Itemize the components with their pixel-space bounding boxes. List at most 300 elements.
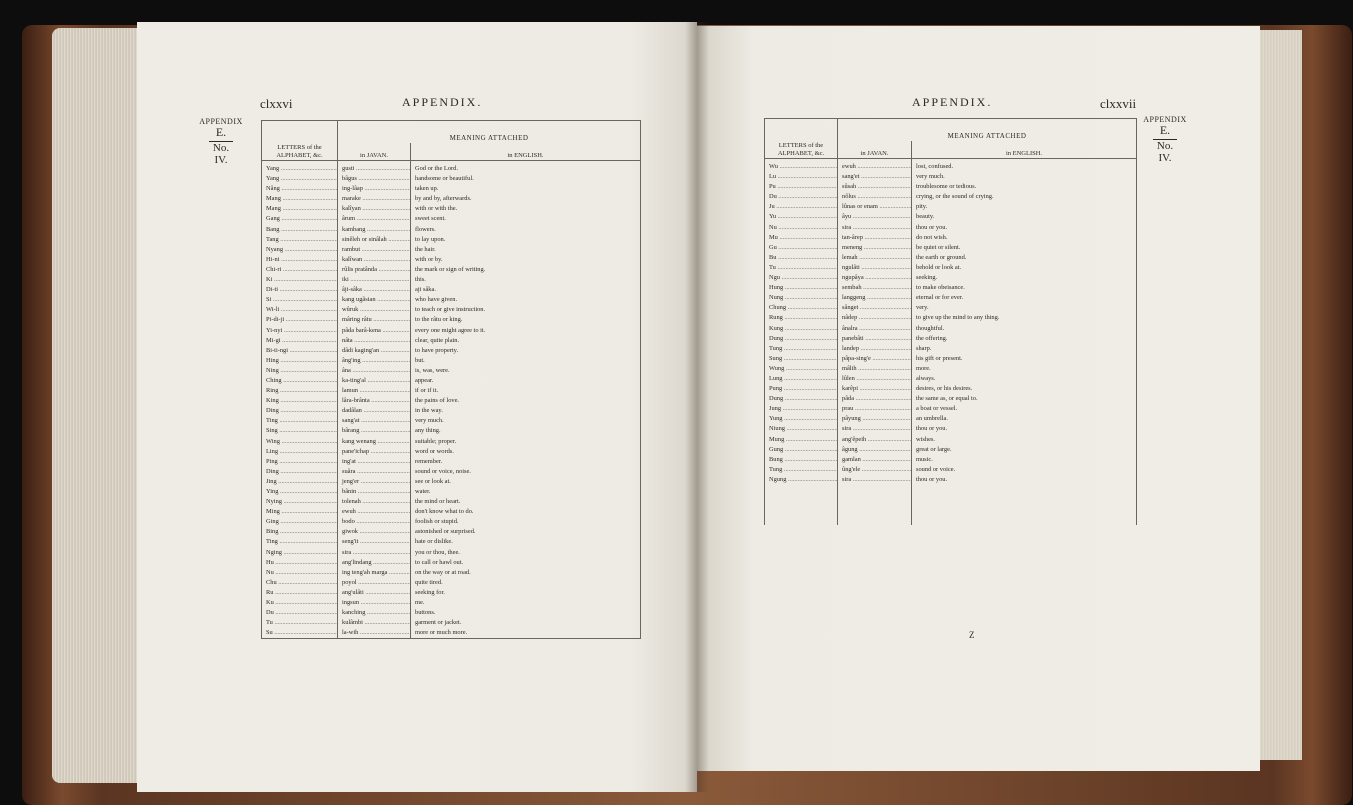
- english-cell: behold or look at.: [912, 263, 1137, 273]
- english-cell: see or look at.: [411, 477, 641, 487]
- english-cell: to give up the mind to any thing.: [912, 313, 1137, 323]
- table-row: [262, 578, 641, 588]
- english-cell: music.: [912, 455, 1137, 465]
- signature-mark: Z: [969, 630, 975, 640]
- javan-cell: pâyung .....: [838, 414, 912, 424]
- english-cell: thou or you.: [912, 223, 1137, 233]
- letter-cell: Hung .....: [765, 283, 838, 293]
- javan-cell: gamlan .....: [838, 455, 912, 465]
- javan-cell: kalîyan .....: [338, 204, 411, 214]
- english-cell: to call or hawl out.: [411, 558, 641, 568]
- table-filler-row: [765, 485, 1137, 525]
- letter-cell: Ming .....: [262, 507, 338, 517]
- table-row: [262, 568, 641, 578]
- javan-cell: lûlen .....: [838, 374, 912, 384]
- javan-cell: la-wih .....: [338, 628, 411, 639]
- margin-note-letter: E.: [1159, 123, 1171, 138]
- javan-cell: karêpi .....: [838, 384, 912, 394]
- english-cell: thou or you.: [912, 424, 1137, 434]
- letter-cell: Ping .....: [262, 457, 338, 467]
- letter-cell: Niung .....: [765, 424, 838, 434]
- table-row: [765, 159, 1137, 173]
- english-cell: the mark or sign of writing.: [411, 265, 641, 275]
- javan-cell: wûruk .....: [338, 305, 411, 315]
- english-header: in ENGLISH.: [411, 143, 641, 161]
- javan-cell: kalîwan .....: [338, 255, 411, 265]
- table-row: [262, 255, 641, 265]
- javan-cell: sang'et .....: [838, 172, 912, 182]
- javan-cell: ûng'ele .....: [838, 465, 912, 475]
- english-cell: pity.: [912, 202, 1137, 212]
- table-row: [262, 618, 641, 628]
- letter-cell: Du .....: [262, 608, 338, 618]
- javan-cell: meneng .....: [838, 243, 912, 253]
- letter-cell: Ning .....: [262, 366, 338, 376]
- letter-cell: Ting .....: [262, 537, 338, 547]
- javan-header: in JAVAN.: [338, 143, 411, 161]
- letter-cell: Ku .....: [262, 598, 338, 608]
- page-edges-right: [1258, 30, 1302, 760]
- english-header: in ENGLISH.: [912, 141, 1137, 159]
- letter-cell: Tung .....: [765, 465, 838, 475]
- english-cell: to make obeisance.: [912, 283, 1137, 293]
- letter-cell: Chi-ri .....: [262, 265, 338, 275]
- letter-cell: Yang .....: [262, 174, 338, 184]
- javan-cell: pâda .....: [838, 394, 912, 404]
- table-row: [765, 414, 1137, 424]
- javan-cell: nôlus .....: [838, 192, 912, 202]
- javan-cell: ewuh .....: [338, 507, 411, 517]
- english-cell: remember.: [411, 457, 641, 467]
- letter-cell: Ying .....: [262, 487, 338, 497]
- table-row: [262, 558, 641, 568]
- letter-cell: King .....: [262, 396, 338, 406]
- letter-cell: Gung .....: [765, 445, 838, 455]
- english-cell: garment or jacket.: [411, 618, 641, 628]
- javan-cell: tan-ârep .....: [838, 233, 912, 243]
- table-row: [262, 204, 641, 214]
- letter-cell: Kung .....: [765, 324, 838, 334]
- table-row: [262, 487, 641, 497]
- javan-cell: ârum .....: [338, 214, 411, 224]
- javan-cell: sira .....: [838, 424, 912, 434]
- english-cell: sound or voice.: [912, 465, 1137, 475]
- javan-cell: ang'ulâti .....: [338, 588, 411, 598]
- table-row: [262, 161, 641, 175]
- letter-cell: Ding .....: [262, 467, 338, 477]
- letter-cell: Hu .....: [262, 558, 338, 568]
- letter-cell: Dung .....: [765, 394, 838, 404]
- letter-cell: Lu .....: [765, 172, 838, 182]
- letter-cell: Nying .....: [262, 497, 338, 507]
- english-cell: crying, or the sound of crying.: [912, 192, 1137, 202]
- letter-cell: Di-ti .....: [262, 285, 338, 295]
- right-running-head: APPENDIX.: [912, 95, 993, 109]
- letters-header: LETTERS of the ALPHABET, &c.: [765, 119, 838, 159]
- english-cell: troublesome or tedious.: [912, 182, 1137, 192]
- javan-cell: nâdep .....: [838, 313, 912, 323]
- javan-cell: kang ugâsian .....: [338, 295, 411, 305]
- javan-cell: pâpa-sing'e .....: [838, 354, 912, 364]
- left-running-head: APPENDIX.: [402, 95, 483, 109]
- table-row: [262, 305, 641, 315]
- javan-cell: sûsah .....: [838, 182, 912, 192]
- english-cell: very.: [912, 303, 1137, 313]
- english-cell: to the râtu or king.: [411, 315, 641, 325]
- letter-cell: Ju .....: [765, 202, 838, 212]
- letter-cell: Gang .....: [262, 214, 338, 224]
- table-row: [262, 457, 641, 467]
- english-cell: you or thou, thee.: [411, 548, 641, 558]
- javan-cell: sira .....: [838, 223, 912, 233]
- english-cell: taken up.: [411, 184, 641, 194]
- english-cell: to lay upon.: [411, 235, 641, 245]
- javan-cell: bâgus .....: [338, 174, 411, 184]
- javan-cell: âng'ing .....: [338, 356, 411, 366]
- javan-cell: bânin .....: [338, 487, 411, 497]
- letter-cell: Wing .....: [262, 437, 338, 447]
- english-cell: aji sâka.: [411, 285, 641, 295]
- table-row: [262, 548, 641, 558]
- english-cell: the mind or heart.: [411, 497, 641, 507]
- english-cell: with or with the.: [411, 204, 641, 214]
- javan-cell: sang'at .....: [338, 416, 411, 426]
- letter-cell: Ngung .....: [765, 475, 838, 485]
- english-cell: more.: [912, 364, 1137, 374]
- letter-cell: Hing .....: [262, 356, 338, 366]
- javan-cell: sira .....: [838, 475, 912, 485]
- english-cell: to have property.: [411, 346, 641, 356]
- javan-cell: kulâmbi .....: [338, 618, 411, 628]
- javan-cell: bârang .....: [338, 426, 411, 436]
- english-cell: the hair.: [411, 245, 641, 255]
- table-row: [262, 628, 641, 639]
- letter-cell: Ru .....: [262, 588, 338, 598]
- page-edges-left: [52, 28, 140, 783]
- table-row: [262, 356, 641, 366]
- table-row: [262, 386, 641, 396]
- table-row: [765, 182, 1137, 192]
- letter-cell: Yi-nyi .....: [262, 326, 338, 336]
- letter-cell: Yang .....: [262, 161, 338, 175]
- english-cell: thoughtful.: [912, 324, 1137, 334]
- english-cell: the same as, or equal to.: [912, 394, 1137, 404]
- letter-cell: Ching .....: [262, 376, 338, 386]
- javan-cell: âyu .....: [838, 212, 912, 222]
- table-row: [765, 212, 1137, 222]
- table-row: [262, 406, 641, 416]
- javan-cell: langgeng .....: [838, 293, 912, 303]
- letter-cell: Lung .....: [765, 374, 838, 384]
- javan-cell: ngupâya .....: [838, 273, 912, 283]
- javan-cell: lamun .....: [338, 386, 411, 396]
- letter-cell: Ging .....: [262, 517, 338, 527]
- table-row: [262, 336, 641, 346]
- javan-cell: pane'ichap .....: [338, 447, 411, 457]
- table-row: [262, 517, 641, 527]
- javan-cell: tolenah .....: [338, 497, 411, 507]
- letter-cell: Nging .....: [262, 548, 338, 558]
- table-row: [765, 404, 1137, 414]
- english-cell: wishes.: [912, 435, 1137, 445]
- javan-cell: prau .....: [838, 404, 912, 414]
- margin-note-number: No. IV.: [209, 141, 233, 166]
- javan-cell: dadâlan .....: [338, 406, 411, 416]
- english-cell: more or much more.: [411, 628, 641, 639]
- letter-cell: Jung .....: [765, 404, 838, 414]
- table-row: [765, 263, 1137, 273]
- javan-cell: bodo .....: [338, 517, 411, 527]
- table-row: [765, 202, 1137, 212]
- table-row: [262, 467, 641, 477]
- english-cell: the offering.: [912, 334, 1137, 344]
- english-cell: but.: [411, 356, 641, 366]
- letter-cell: Ding .....: [262, 406, 338, 416]
- table-row: [262, 608, 641, 618]
- javan-cell: kambang .....: [338, 225, 411, 235]
- english-cell: me.: [411, 598, 641, 608]
- javan-cell: gusti .....: [338, 161, 411, 175]
- table-row: [765, 223, 1137, 233]
- letter-cell: Ting .....: [262, 416, 338, 426]
- english-cell: do not wish.: [912, 233, 1137, 243]
- table-row: [765, 435, 1137, 445]
- filler-cell: [838, 485, 912, 525]
- javan-cell: sira .....: [338, 548, 411, 558]
- javan-cell: âgung .....: [838, 445, 912, 455]
- english-cell: handsome or beautiful.: [411, 174, 641, 184]
- table-row: [262, 315, 641, 325]
- javan-cell: ngulâti .....: [838, 263, 912, 273]
- english-cell: suitable; proper.: [411, 437, 641, 447]
- left-table-body: [262, 161, 641, 639]
- letter-cell: Ngu .....: [765, 273, 838, 283]
- letter-cell: Hi-ni .....: [262, 255, 338, 265]
- javan-cell: iki .....: [338, 275, 411, 285]
- letters-header: LETTERS of the ALPHABET, &c.: [262, 121, 338, 161]
- javan-cell: suâra .....: [338, 467, 411, 477]
- table-row: [262, 235, 641, 245]
- table-row: [262, 265, 641, 275]
- letter-cell: Mang .....: [262, 204, 338, 214]
- javan-cell: sinêleh or sinâlah .....: [338, 235, 411, 245]
- javan-cell: lemah .....: [838, 253, 912, 263]
- letter-cell: Pung .....: [765, 384, 838, 394]
- table-row: [765, 384, 1137, 394]
- letter-cell: Nu .....: [262, 568, 338, 578]
- right-table-body: [765, 159, 1137, 526]
- english-cell: clear, quite plain.: [411, 336, 641, 346]
- table-row: [262, 194, 641, 204]
- table-row: [262, 376, 641, 386]
- javan-cell: jeng'er .....: [338, 477, 411, 487]
- letter-cell: Ring .....: [262, 386, 338, 396]
- javan-cell: ang'êpeih .....: [838, 435, 912, 445]
- english-cell: lost, confused.: [912, 159, 1137, 173]
- table-row: [765, 293, 1137, 303]
- letter-cell: Tu .....: [765, 263, 838, 273]
- english-cell: astonished or surprised.: [411, 527, 641, 537]
- javan-cell: panebâti .....: [838, 334, 912, 344]
- table-row: [765, 233, 1137, 243]
- letter-cell: Bi-ti-ngi .....: [262, 346, 338, 356]
- letter-cell: Nung .....: [765, 293, 838, 303]
- table-row: [262, 598, 641, 608]
- javan-cell: lâra-brânta .....: [338, 396, 411, 406]
- english-cell: great or large.: [912, 445, 1137, 455]
- english-cell: thou or you.: [912, 475, 1137, 485]
- table-row: [262, 497, 641, 507]
- filler-cell: [765, 485, 838, 525]
- english-cell: seeking for.: [411, 588, 641, 598]
- table-row: [262, 537, 641, 547]
- javan-cell: dâdi kaging'an .....: [338, 346, 411, 356]
- english-cell: quite tired.: [411, 578, 641, 588]
- english-cell: the pains of love.: [411, 396, 641, 406]
- english-cell: hate or dislike.: [411, 537, 641, 547]
- table-row: [765, 313, 1137, 323]
- javan-cell: landep .....: [838, 344, 912, 354]
- table-row: [765, 374, 1137, 384]
- filler-cell: [912, 485, 1137, 525]
- letter-cell: Tang .....: [262, 235, 338, 245]
- table-row: [765, 445, 1137, 455]
- letter-cell: Yung .....: [765, 414, 838, 424]
- letter-cell: Jing .....: [262, 477, 338, 487]
- meaning-header: MEANING ATTACHED: [838, 119, 1137, 141]
- right-glossary-table: [764, 118, 1137, 525]
- letter-cell: Chung .....: [765, 303, 838, 313]
- english-cell: flowers.: [411, 225, 641, 235]
- table-row: [765, 243, 1137, 253]
- letter-cell: Ki .....: [262, 275, 338, 285]
- table-row: [765, 364, 1137, 374]
- javan-cell: ing-lâap .....: [338, 184, 411, 194]
- english-cell: if or if it.: [411, 386, 641, 396]
- javan-header: in JAVAN.: [838, 141, 912, 159]
- english-cell: his gift or present.: [912, 354, 1137, 364]
- letter-cell: Chu .....: [262, 578, 338, 588]
- letter-cell: Mung .....: [765, 435, 838, 445]
- english-cell: is, was, were.: [411, 366, 641, 376]
- english-cell: desires, or his desires.: [912, 384, 1137, 394]
- javan-cell: ing'at .....: [338, 457, 411, 467]
- table-row: [262, 447, 641, 457]
- letter-cell: Gu .....: [765, 243, 838, 253]
- english-cell: in the way.: [411, 406, 641, 416]
- table-row: [262, 437, 641, 447]
- javan-cell: ang'lindang .....: [338, 558, 411, 568]
- left-folio: clxxvi: [260, 96, 293, 111]
- letter-cell: Tu .....: [262, 618, 338, 628]
- letter-cell: Nu .....: [765, 223, 838, 233]
- javan-cell: sembah .....: [838, 283, 912, 293]
- table-row: [765, 344, 1137, 354]
- right-margin-note: [1140, 116, 1190, 164]
- letter-cell: Pu .....: [765, 182, 838, 192]
- javan-cell: ingsun .....: [338, 598, 411, 608]
- letter-cell: Bu .....: [765, 253, 838, 263]
- english-cell: be quiet or silent.: [912, 243, 1137, 253]
- letter-cell: Wi-li .....: [262, 305, 338, 315]
- javan-cell: ing teng'ah marga .....: [338, 568, 411, 578]
- english-cell: very much.: [411, 416, 641, 426]
- english-cell: any thing.: [411, 426, 641, 436]
- english-cell: sound or voice, noise.: [411, 467, 641, 477]
- english-cell: eternal or for ever.: [912, 293, 1137, 303]
- english-cell: beauty.: [912, 212, 1137, 222]
- javan-cell: rûlis pratânda .....: [338, 265, 411, 275]
- meaning-header: MEANING ATTACHED: [338, 121, 641, 143]
- javan-cell: rambut .....: [338, 245, 411, 255]
- english-cell: sweet scent.: [411, 214, 641, 224]
- english-cell: foolish or stupid.: [411, 517, 641, 527]
- table-row: [765, 192, 1137, 202]
- english-cell: every one might agree to it.: [411, 326, 641, 336]
- left-glossary-table: [261, 120, 641, 639]
- margin-note-number: No. IV.: [1153, 139, 1177, 164]
- javan-cell: nâta .....: [338, 336, 411, 346]
- table-row: [765, 334, 1137, 344]
- table-row: [262, 184, 641, 194]
- table-row: [262, 477, 641, 487]
- table-row: [765, 475, 1137, 485]
- table-row: [262, 366, 641, 376]
- javan-cell: ka-ting'al .....: [338, 376, 411, 386]
- english-cell: buttons.: [411, 608, 641, 618]
- table-row: [262, 285, 641, 295]
- english-cell: word or words.: [411, 447, 641, 457]
- english-cell: always.: [912, 374, 1137, 384]
- table-row: [262, 416, 641, 426]
- letter-cell: Rung .....: [765, 313, 838, 323]
- english-cell: this.: [411, 275, 641, 285]
- letter-cell: Dung .....: [765, 334, 838, 344]
- left-margin-note: [196, 118, 246, 166]
- table-row: [765, 283, 1137, 293]
- table-row: [765, 253, 1137, 263]
- javan-cell: âna .....: [338, 366, 411, 376]
- letter-cell: Mu .....: [765, 233, 838, 243]
- letter-cell: Sung .....: [765, 354, 838, 364]
- margin-note-appendix: APPENDIX: [1143, 115, 1187, 124]
- letter-cell: Yu .....: [765, 212, 838, 222]
- letter-cell: Ling .....: [262, 447, 338, 457]
- letter-cell: Sing .....: [262, 426, 338, 436]
- letter-cell: Nyang .....: [262, 245, 338, 255]
- letter-cell: Bang .....: [262, 225, 338, 235]
- table-row: [262, 245, 641, 255]
- javan-cell: sânget .....: [838, 303, 912, 313]
- javan-cell: kanching .....: [338, 608, 411, 618]
- javan-cell: mâring râtu .....: [338, 315, 411, 325]
- english-cell: on the way or at road.: [411, 568, 641, 578]
- letter-cell: Bung .....: [765, 455, 838, 465]
- table-row: [765, 424, 1137, 434]
- letter-cell: Du .....: [765, 192, 838, 202]
- table-row: [262, 346, 641, 356]
- letter-cell: Pi-di-ji .....: [262, 315, 338, 325]
- english-cell: by and by, afterwards.: [411, 194, 641, 204]
- table-row: [765, 394, 1137, 404]
- english-cell: to teach or give instruction.: [411, 305, 641, 315]
- table-row: [262, 225, 641, 235]
- javan-cell: kang wenang .....: [338, 437, 411, 447]
- javan-cell: ewuh .....: [838, 159, 912, 173]
- javan-cell: marake .....: [338, 194, 411, 204]
- table-row: [262, 588, 641, 598]
- table-row: [765, 172, 1137, 182]
